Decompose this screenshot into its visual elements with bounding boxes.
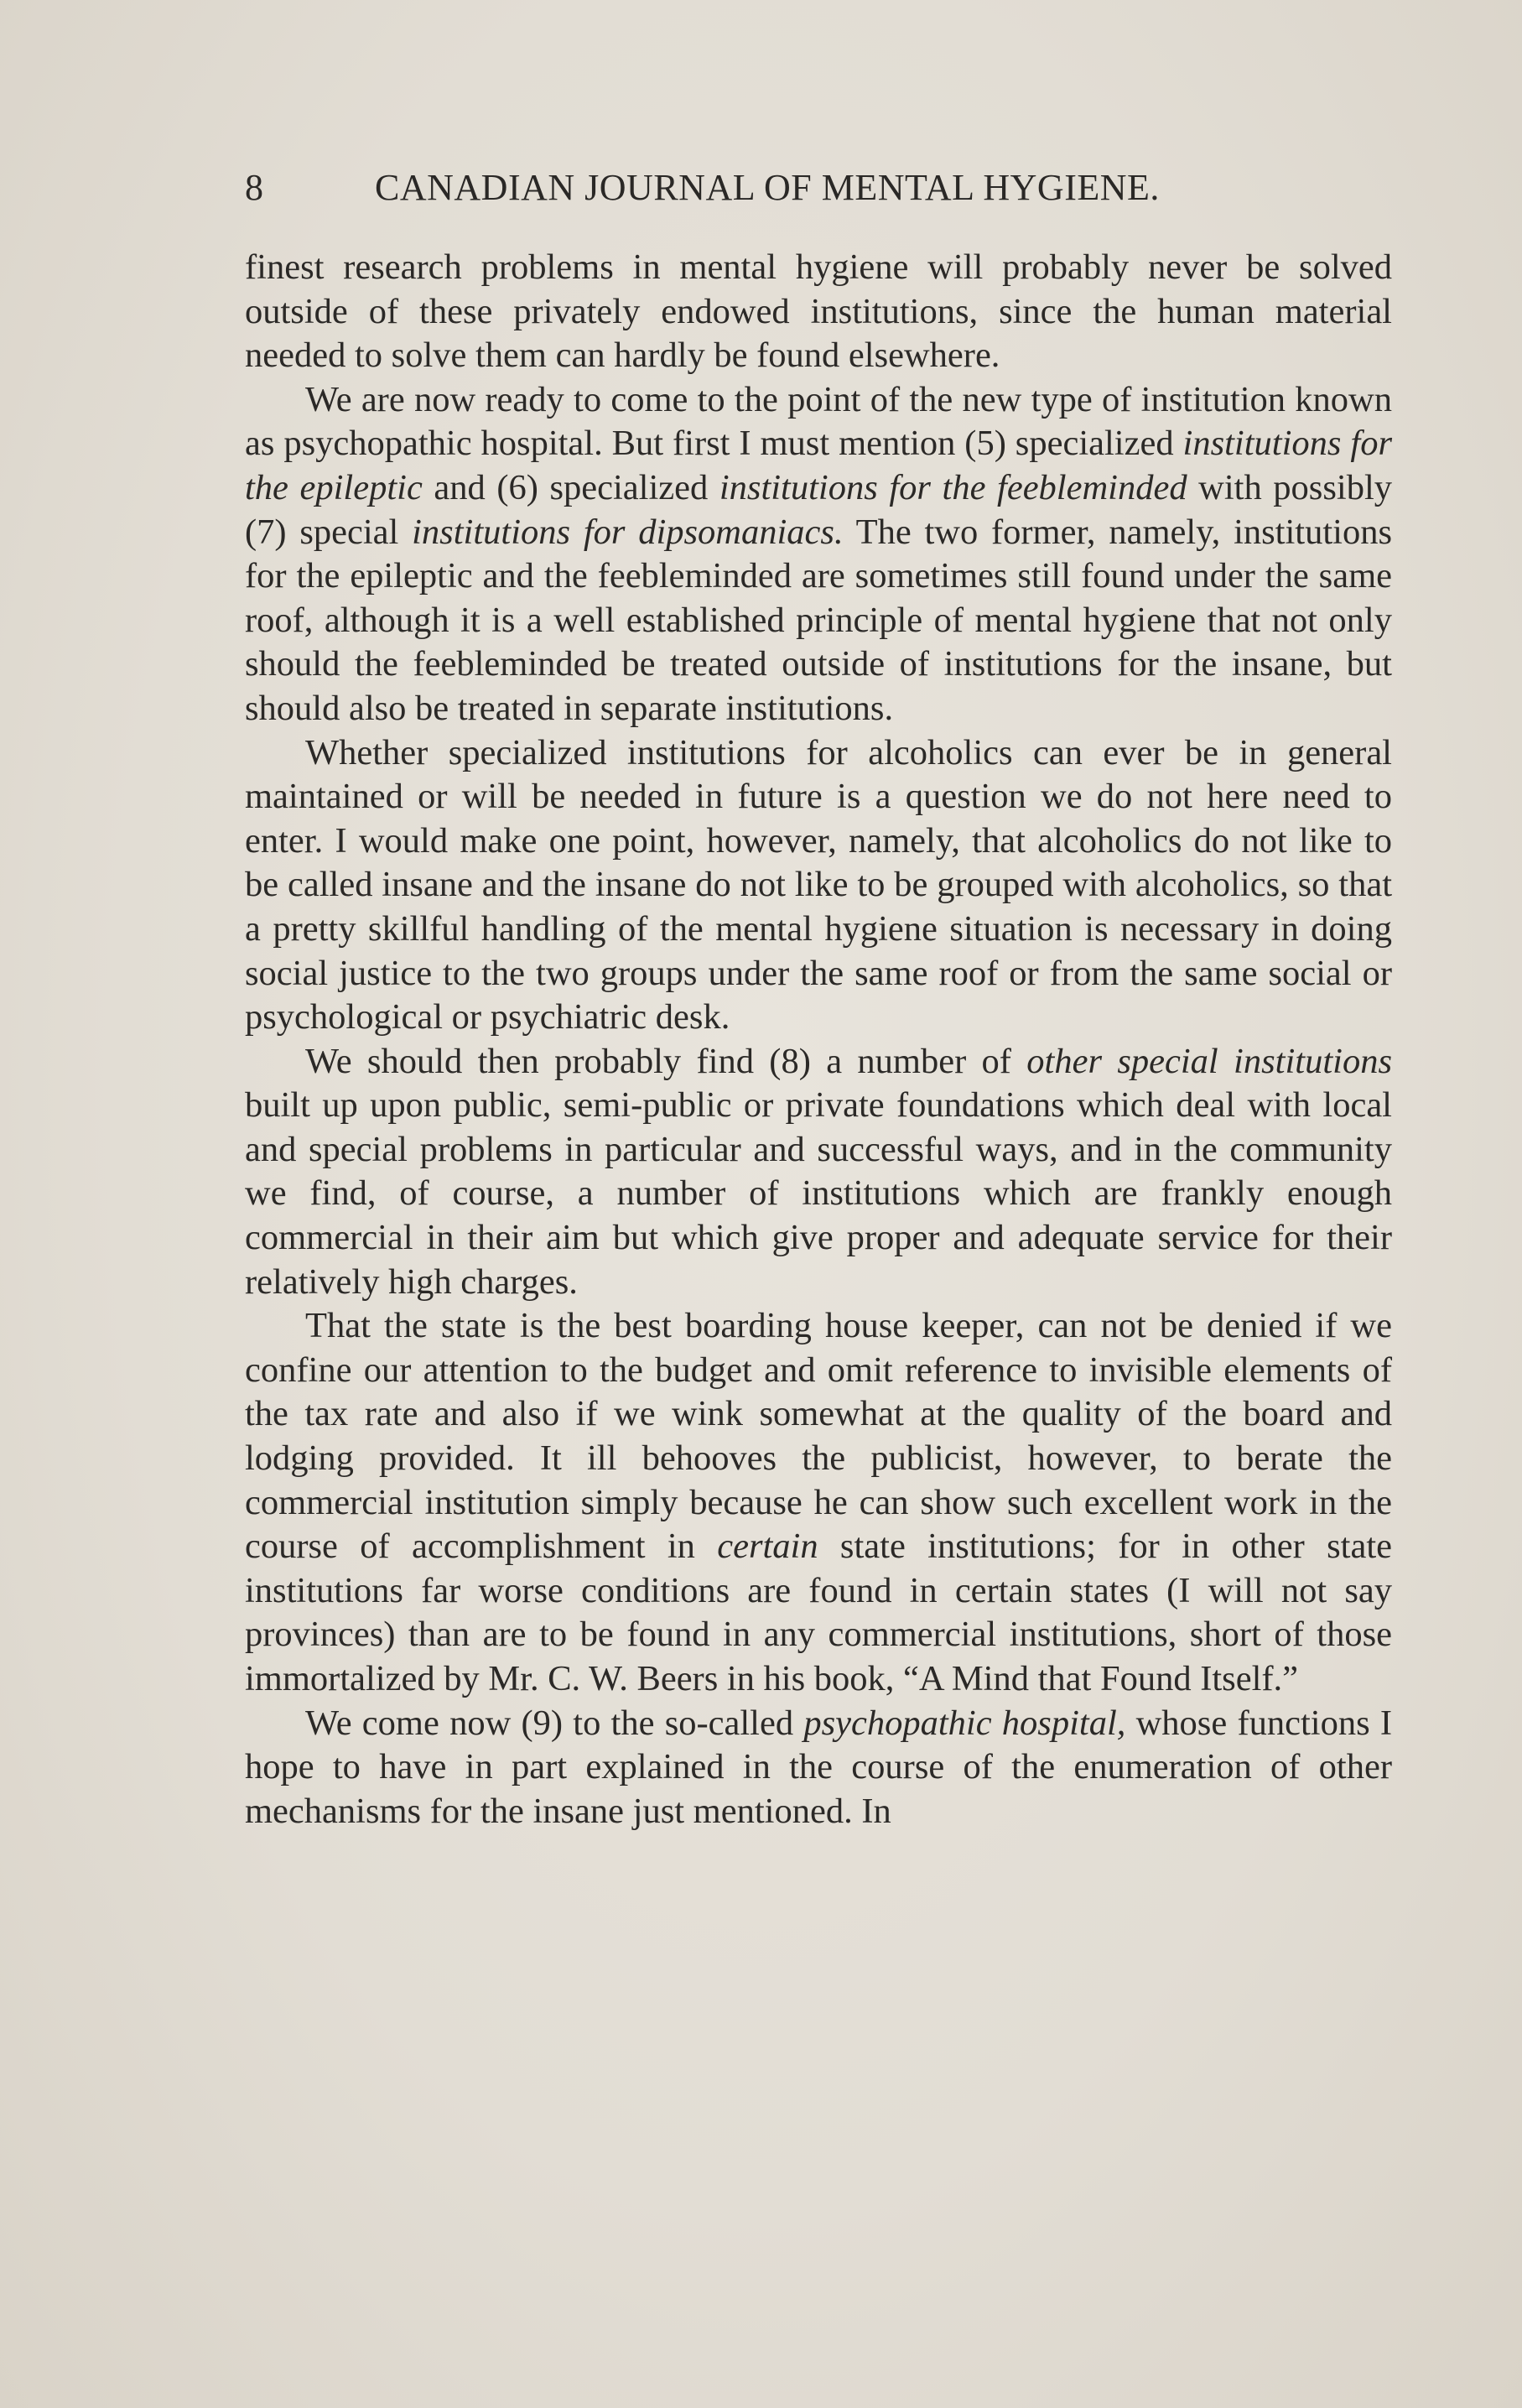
paragraph-state-boarding: That the state is the best boarding house keeper, can not be denied if we confine our attention to the budget and omit reference to invisible elements of the tax rate and also if we wink somewhat at the quality of the board and lodging provided. It ill behooves the publicist, however, to berate the commercial institution simply because he can show such excellent work in the course of accomplishment in certain state institutions; for in other state institutions far worse conditions are found in certain states (I will not say provinces) than are to be found in any commercial institutions, short of those immortalized by Mr. C. W. Beers in his book, “A Mind that Found Itself.” [245,1306,1392,1698]
paragraph-psychopathic-intro: We are now ready to come to the point of the new type of institution known as psychopathic hospital. But first I must mention (5) specialized institutions for the epileptic and (6) specialized institutions for the feebleminded with possibly (7) special institutions for dipsomaniacs. The two former, namely, institutions for the epileptic and the feebleminded are sometimes still found under the same roof, although it is a well established principle of mental hygiene that not only should the feebleminded be treated outside of institutions for the insane, but should also be treated in separate institutions. [245,379,1392,728]
italic-phrase: psychopathic hospital, [803,1703,1126,1743]
italic-phrase: certain [717,1526,818,1567]
paragraph-special-institutions: We should then probably find (8) a number of other special institutions built up upon public, semi-public or private foundations which deal with local and special problems in particular and successful ways, and in the community we find, of course, a number of institutions which are frankly enough commercial in their aim but which give proper and adequate service for their relatively high charges. [245,1041,1392,1302]
paragraph-continued: finest research problems in mental hygiene will probably never be solved outside of these privately endowed institutions, since the human material needed to solve them can hardly be found elsewhere. [245,247,1392,376]
paragraph-psychopathic-hospital: We come now (9) to the so-called psychopathic hospital, whose functions I hope to have in part explained in the course of the enumeration of other mechanisms for the insane just mentioned. In [245,1703,1392,1831]
page-header [245,166,1285,216]
body-text [245,246,1392,1833]
italic-phrase: other special institutions [1026,1041,1392,1081]
paragraph-alcoholics: Whether specialized institutions for alcoholics can ever be in general maintained or will be needed in future is a question we do not here need to enter. I would make one point, however, namely, that alcoholics do not like to be called insane and the insane do not like to be grouped with alcoholics, so that a pretty skillful handling of the mental hygiene situation is necessary in doing social justice to the two groups under the same roof or from the same social or psychological or psychiatric desk. [245,732,1392,1038]
running-head: CANADIAN JOURNAL OF MENTAL HYGIENE. [375,167,1160,208]
italic-phrase: institutions for the feebleminded [719,467,1187,507]
page-number: 8 [245,167,263,208]
italic-phrase: institutions for dipsomaniacs. [412,512,844,552]
italic-phrase: institutions for the epileptic [245,424,1392,507]
